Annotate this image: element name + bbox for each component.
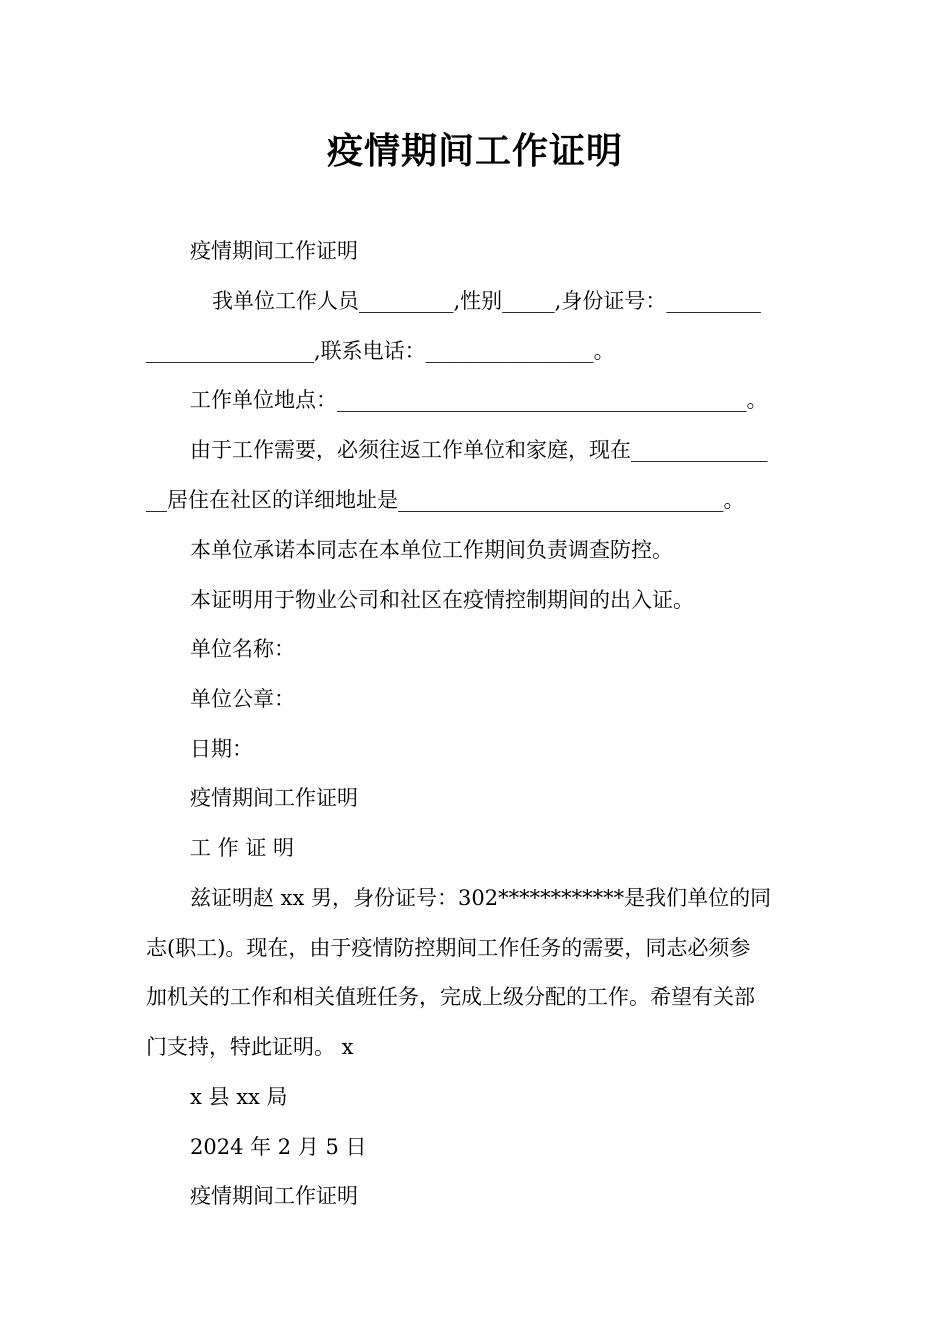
document-title: 疫情期间工作证明 [326,131,623,172]
purpose-line: 本证明用于物业公司和社区在疫情控制期间的出入证。 [190,588,694,612]
issuer-line: x 县 xx 局 [190,1085,288,1109]
body-line-2: 志(职工)。现在，由于疫情防控期间工作任务的需要，同志必须参 [146,936,751,960]
body-line-4: 门支持，特此证明。 x [146,1035,354,1059]
section-heading-2: 疫情期间工作证明 [190,1184,358,1208]
work-address-line: 工作单位地点：_______________________________________。 [190,388,768,412]
unit-seal-line: 单位公章： [190,687,295,711]
body-line-1: 兹证明赵 xx 男，身份证号：302************是我们单位的同 [190,886,772,910]
date-line: 日期： [190,737,253,761]
contact-line: ________________,联系电话：________________。 [146,339,615,363]
unit-name-line: 单位名称： [190,637,295,661]
employee-info-line: 我单位工作人员_________,性别_____,身份证号：_________ [212,289,761,313]
issue-date-line: 2024 年 2 月 5 日 [190,1135,367,1159]
residence-line: __居住在社区的详细地址是_______________________________。 [146,488,745,512]
body-line-3: 加机关的工作和相关值班任务，完成上级分配的工作。希望有关部 [146,985,755,1009]
section-heading: 疫情期间工作证明 [190,786,358,810]
subtitle-line: 疫情期间工作证明 [190,239,358,263]
commitment-line: 本单位承诺本同志在本单位工作期间负责调查防控。 [190,538,673,562]
certificate-heading: 工 作 证 明 [190,836,295,860]
reason-line: 由于工作需要，必须往返工作单位和家庭，现在_____________ [190,438,768,462]
